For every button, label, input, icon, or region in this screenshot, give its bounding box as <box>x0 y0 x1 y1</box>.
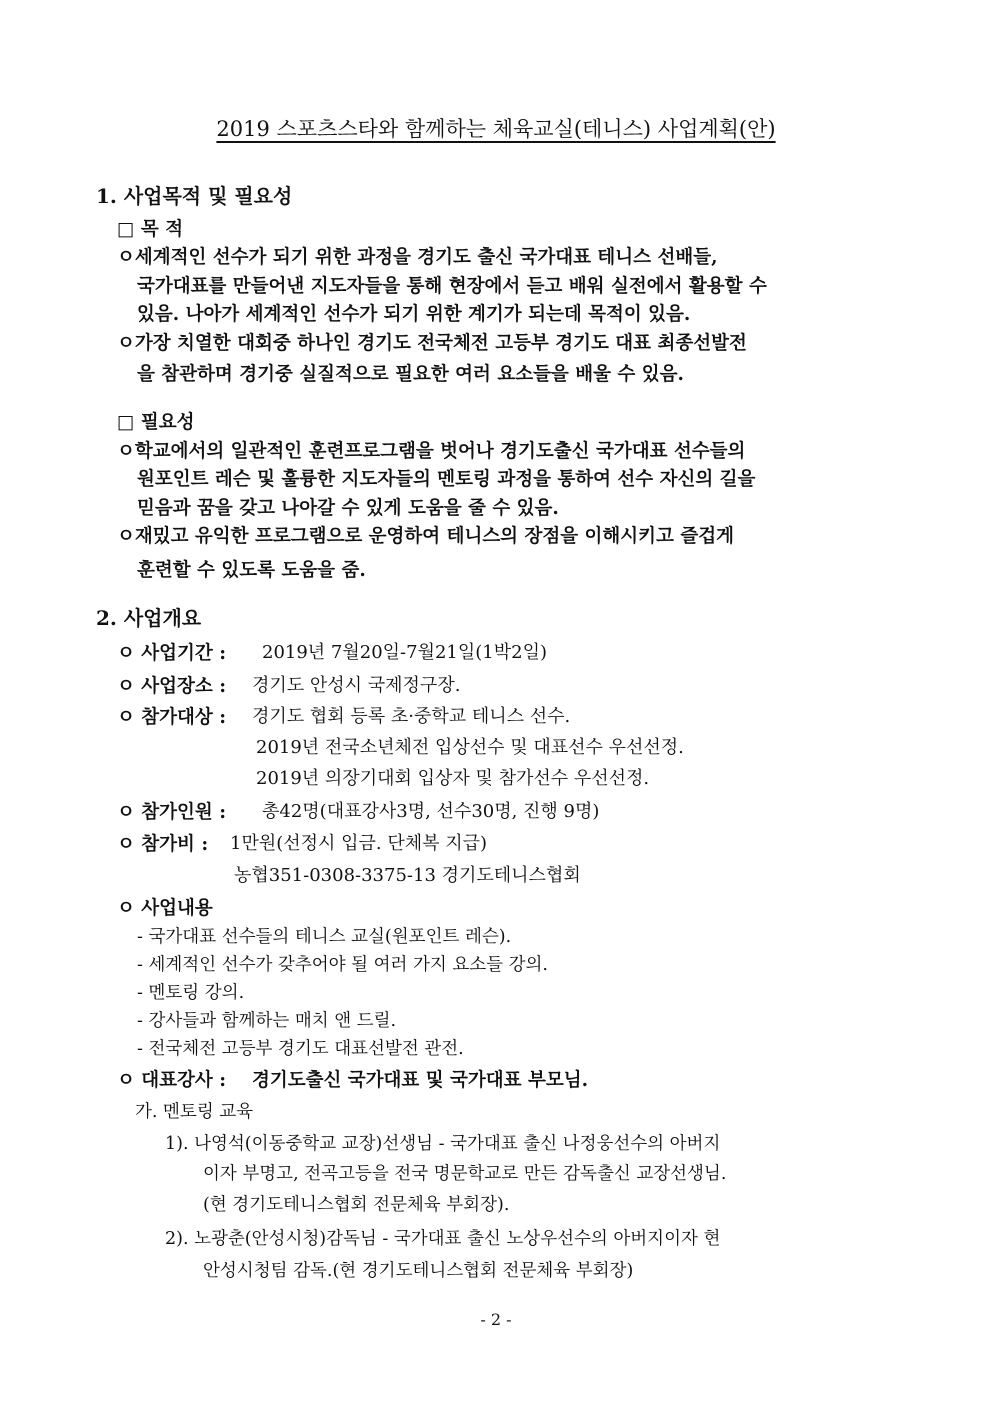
place-label: ㅇ 사업장소 : <box>117 676 227 697</box>
necessity-line-3: 믿음과 꿈을 갖고 나아갈 수 있게 도움을 줄 수 있음. <box>137 498 559 519</box>
content-item-4: - 강사들과 함께하는 매치 앤 드릴. <box>137 1011 397 1031</box>
necessity-line-5: 훈련할 수 있도록 도움을 줌. <box>137 560 366 581</box>
mentor-1-line-1: 1). 나영석(이동중학교 교장)선생님 - 국가대표 출신 나정웅선수의 아버지 <box>165 1134 721 1154</box>
target-label: ㅇ 참가대상 : <box>117 707 227 728</box>
purpose-line-3: 있음. 나아가 세계적인 선수가 되기 위한 계기가 되는데 목적이 있음. <box>137 304 691 325</box>
target-value: 경기도 협회 등록 초·중학교 테니스 선수. <box>252 706 571 727</box>
necessity-label: □ 필요성 <box>117 412 195 433</box>
content-item-2: - 세계적인 선수가 갖추어야 될 여러 가지 요소들 강의. <box>137 955 548 975</box>
mentor-1-line-3: (현 경기도테니스협회 전문체육 부회장). <box>203 1195 510 1215</box>
people-value: 총42명(대표강사3명, 선수30명, 진행 9명) <box>262 801 600 822</box>
people-label: ㅇ 참가인원 : <box>117 802 227 823</box>
mentoring-heading: 가. 멘토링 교육 <box>135 1102 254 1122</box>
target-extra-1: 2019년 전국소년체전 입상선수 및 대표선수 우선선정. <box>256 737 684 758</box>
period-value: 2019년 7월20일-7월21일(1박2일) <box>262 642 547 663</box>
content-item-3: - 멘토링 강의. <box>137 983 245 1003</box>
necessity-line-4: ㅇ재밌고 유익한 프로그램으로 운영하여 테니스의 장점을 이해시키고 즐겁게 <box>117 526 734 547</box>
lecturers-value: 경기도출신 국가대표 및 국가대표 부모님. <box>252 1070 589 1091</box>
purpose-line-4: ㅇ가장 치열한 대회중 하나인 경기도 전국체전 고등부 경기도 대표 최종선발전 <box>117 333 747 354</box>
place-value: 경기도 안성시 국제정구장. <box>252 675 461 696</box>
fee-account: 농협351-0308-3375-13 경기도테니스협회 <box>234 865 581 886</box>
fee-label: ㅇ 참가비 : <box>117 834 209 855</box>
lecturers-label: ㅇ 대표강사 : <box>117 1070 227 1091</box>
purpose-label: □ 목 적 <box>117 219 184 240</box>
necessity-line-1: ㅇ학교에서의 일관적인 훈련프로그램을 벗어나 경기도출신 국가대표 선수들의 <box>117 441 746 462</box>
period-label: ㅇ 사업기간 : <box>117 643 227 664</box>
necessity-line-2: 원포인트 레슨 및 훌륭한 지도자들의 멘토링 과정을 통하여 선수 자신의 길을 <box>137 469 756 490</box>
purpose-line-1: ㅇ세계적인 선수가 되기 위한 과정을 경기도 출신 국가대표 테니스 선배들, <box>117 247 718 268</box>
target-extra-2: 2019년 의장기대회 입상자 및 참가선수 우선선정. <box>256 768 650 789</box>
mentor-2-line-1: 2). 노광춘(안성시청)감독님 - 국가대표 출신 노상우선수의 아버지이자 현 <box>165 1229 721 1249</box>
purpose-line-2: 국가대표를 만들어낸 지도자들을 통해 현장에서 듣고 배워 실전에서 활용할 수 <box>137 276 767 297</box>
section2-heading: 2. 사업개요 <box>96 606 202 630</box>
page-number: - 2 - <box>480 1310 512 1329</box>
section1-heading: 1. 사업목적 및 필요성 <box>96 184 293 208</box>
document-title: 2019 스포츠스타와 함께하는 체육교실(테니스) 사업계획(안) <box>216 117 776 141</box>
fee-value: 1만원(선정시 입금. 단체복 지급) <box>230 833 488 854</box>
purpose-line-5: 을 참관하며 경기중 실질적으로 필요한 여러 요소들을 배울 수 있음. <box>137 364 684 385</box>
content-item-1: - 국가대표 선수들의 테니스 교실(원포인트 레슨). <box>137 927 512 947</box>
content-item-5: - 전국체전 고등부 경기도 대표선발전 관전. <box>137 1039 464 1059</box>
mentor-2-line-2: 안성시청팀 감독.(현 경기도테니스협회 전문체육 부회장) <box>203 1261 634 1281</box>
content-label: ㅇ 사업내용 <box>117 898 213 919</box>
mentor-1-line-2: 이자 부명고, 전곡고등을 전국 명문학교로 만든 감독출신 교장선생님. <box>203 1164 727 1184</box>
